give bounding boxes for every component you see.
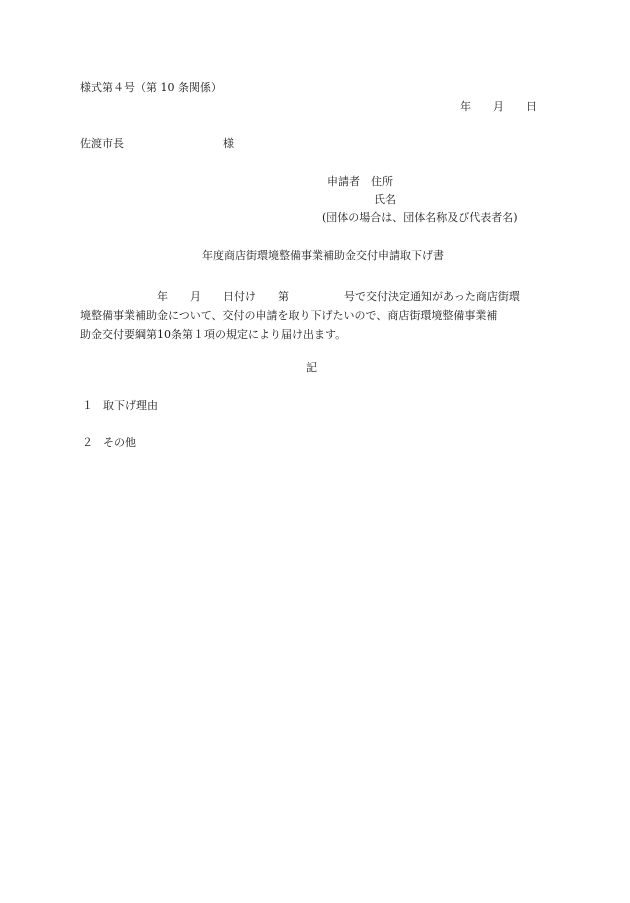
applicant-name-label: 氏名 [374, 193, 396, 206]
body-line: 助金交付要綱第10条第１項の規定により届け出ます。 [80, 328, 347, 341]
applicant-group-note: (団体の場合は、団体名称及び代表者名) [322, 211, 518, 224]
item-number-2: ２ [82, 436, 93, 449]
item-label-other: その他 [103, 436, 136, 449]
body-line: 年 月 日付け 第 号で交付決定通知があった商店街環 [80, 290, 520, 303]
body-paragraph [80, 287, 550, 344]
applicant-address-label: 申請者 住所 [327, 175, 393, 188]
item-label-reason: 取下げ理由 [103, 399, 158, 412]
ki-heading: 記 [306, 361, 317, 374]
document-title: 年度商店街環境整備事業補助金交付申請取下げ書 [202, 249, 444, 262]
addressee: 佐渡市長 様 [80, 137, 234, 150]
date-line: 年 月 日 [460, 100, 537, 113]
item-number-1: １ [82, 399, 93, 412]
form-number: 様式第４号（第 10 条関係） [80, 81, 222, 94]
body-line: 境整備事業補助金について、交付の申請を取り下げたいので、商店街環境整備事業補 [80, 309, 498, 322]
